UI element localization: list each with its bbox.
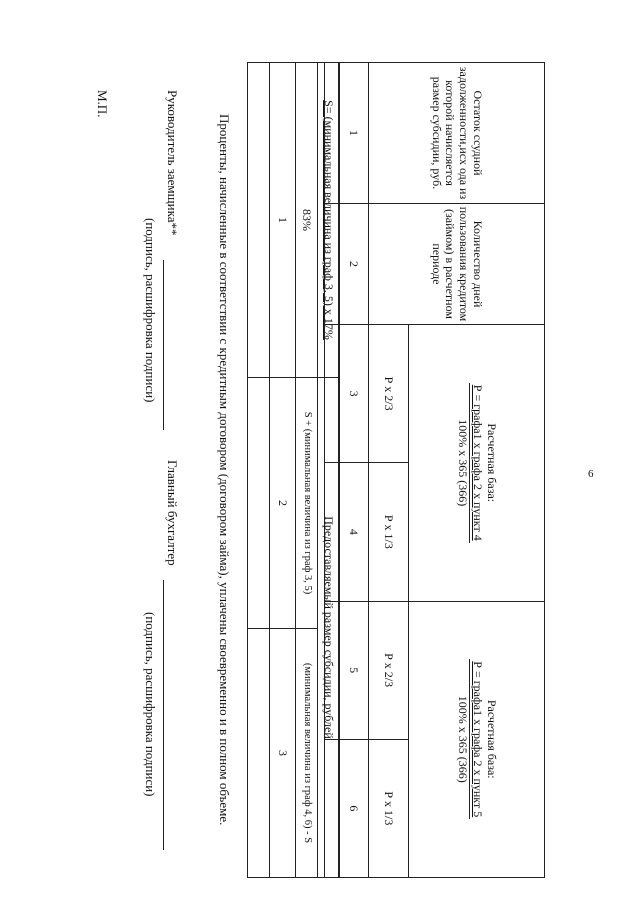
days-count-header: Количество дней пользования кредитом (займом) в расчетном периоде (369, 204, 545, 325)
base4-title: Расчетная база: (484, 423, 499, 503)
col3-formula: (минимальная величина из граф 4, 6) - S (296, 629, 318, 878)
base4-numerator: Р = графа1 х графа 2 х пункт 4 (470, 384, 485, 541)
col-number: 4 (339, 463, 369, 601)
accountant-label: Главный бухгалтер (165, 460, 180, 566)
col2-formula: S + (минимальная величина из граф 3, 5) (296, 378, 318, 629)
page-number: 6 (588, 468, 594, 480)
col-number: 1 (270, 63, 296, 378)
accountant-signature-line (163, 580, 164, 850)
base5-header (409, 601, 545, 878)
signature-hint-accountant: (подпись, расшифровка подписи) (143, 612, 158, 797)
base5-formula (455, 659, 484, 819)
subcol-p23-b: Р х 2/3 (369, 601, 409, 739)
col-number: 1 (339, 63, 369, 204)
col-number: 3 (339, 325, 369, 463)
s-formula-cell (318, 63, 340, 378)
base4-header (409, 325, 545, 602)
residual-debt-header: Остаток ссудной задолженности,исх ода из которой начисляется размер субсидии, руб. (369, 63, 545, 204)
subsidy-size-table (247, 62, 340, 878)
base5-title: Расчетная база: (484, 699, 499, 779)
col-number: 3 (270, 629, 296, 878)
col-number: 2 (339, 204, 369, 325)
col-number: 2 (270, 378, 296, 629)
interest-statement: Проценты, начисленные в соответствии с кредитным договором (договором займа), уплачены своевременно и в полном объеме. (217, 114, 232, 826)
subcol-p23-a: Р х 2/3 (369, 325, 409, 463)
subcol-p13-a: Р х 1/3 (369, 463, 409, 601)
stamp-mark: М.П. (95, 90, 110, 118)
calculation-base-table (324, 62, 545, 878)
s-formula: S= (минимальная величина из граф 3, 5) х 17% (322, 100, 337, 340)
subcol-p13-b: Р х 1/3 (369, 739, 409, 877)
col-number: 5 (339, 601, 369, 739)
base4-formula (455, 383, 484, 543)
head-signature-label: Руководитель заемщика** (165, 90, 180, 236)
base5-numerator: Р = графа1 х графа 2 х пункт 5 (470, 661, 485, 818)
signature-hint-head: (подпись, расшифровка подписи) (143, 218, 158, 403)
base5-denominator: 100% х 365 (366) (456, 695, 471, 783)
head-signature-line (163, 260, 164, 430)
col-number: 6 (339, 739, 369, 877)
provided-title: Предоставляемый размер субсидии, рублей (318, 378, 340, 878)
pct-cell: 83% (296, 63, 318, 378)
base4-denominator: 100% х 365 (366) (456, 419, 471, 507)
